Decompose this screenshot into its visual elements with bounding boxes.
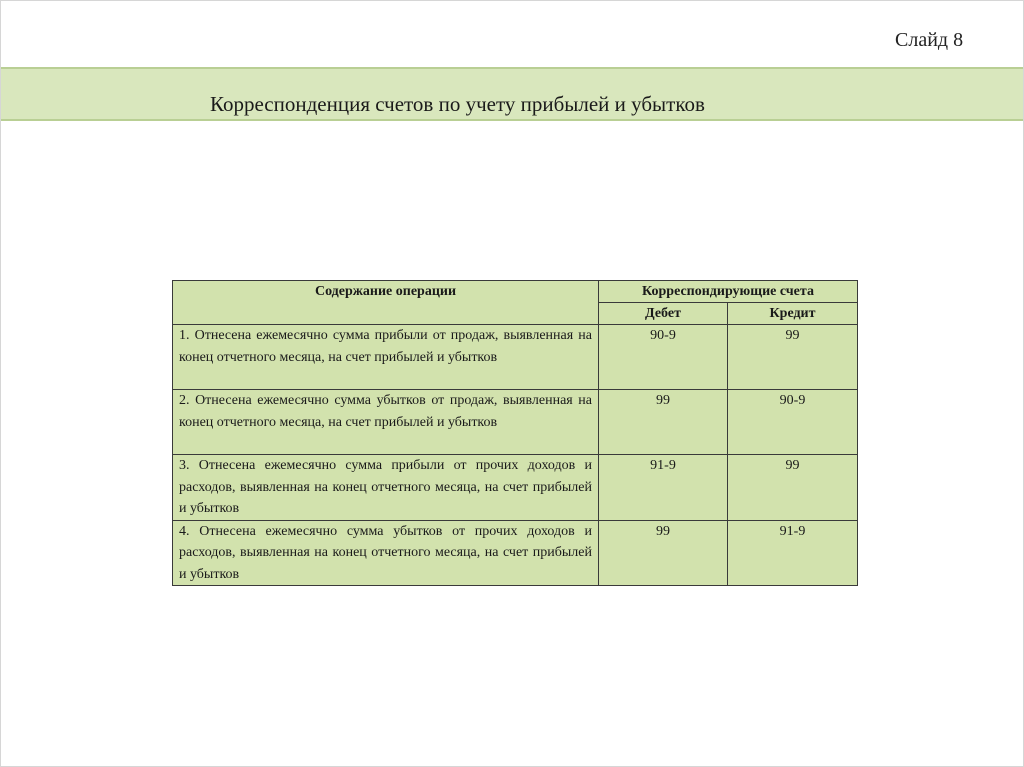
slide-title: Корреспонденция счетов по учету прибылей и убытков (210, 92, 705, 116)
slide-number: Слайд 8 (895, 29, 964, 51)
header-accounts: Корреспондирующие счета (599, 281, 858, 303)
table-row (173, 390, 858, 455)
header-debit: Дебет (599, 303, 728, 325)
accounts-table (172, 280, 858, 586)
row-debit: 91-9 (599, 455, 728, 521)
row-credit: 99 (728, 455, 858, 521)
table-header-row (173, 281, 858, 303)
table-row (173, 455, 858, 521)
header-credit: Кредит (728, 303, 858, 325)
row-operation: 2. Отнесена ежемесячно сумма убытков от продаж, выявленная на конец отчетного месяца, на счет прибылей и убытков (173, 390, 599, 455)
table-row (173, 325, 858, 390)
row-debit: 90-9 (599, 325, 728, 390)
row-credit: 91-9 (728, 520, 858, 586)
row-operation: 1. Отнесена ежемесячно сумма прибыли от продаж, выявленная на конец отчетного месяца, на счет прибылей и убытков (173, 325, 599, 390)
row-credit: 99 (728, 325, 858, 390)
row-credit: 90-9 (728, 390, 858, 455)
header-operation: Содержание операции (173, 281, 599, 325)
row-operation: 4. Отнесена ежемесячно сумма убытков от прочих доходов и расходов, выявленная на конец отчетного месяца, на счет прибылей и убытков (173, 520, 599, 586)
row-operation: 3. Отнесена ежемесячно сумма прибыли от прочих доходов и расходов, выявленная на конец отчетного месяца, на счет прибылей и убытков (173, 455, 599, 521)
row-debit: 99 (599, 390, 728, 455)
row-debit: 99 (599, 520, 728, 586)
table-row (173, 520, 858, 586)
